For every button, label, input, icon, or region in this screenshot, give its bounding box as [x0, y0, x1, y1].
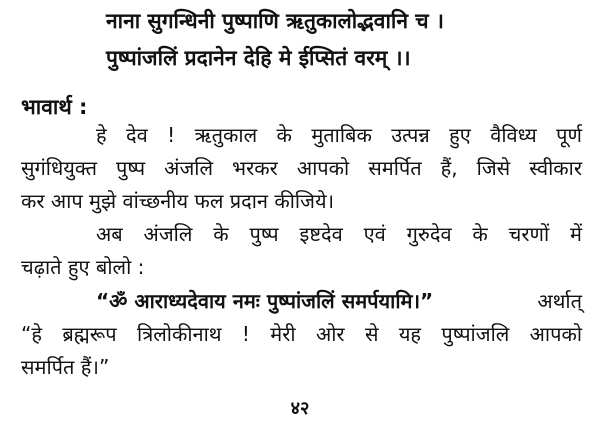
- section-heading: भावार्थ :: [21, 95, 88, 119]
- mantra-suffix: अर्थात्: [537, 289, 582, 313]
- verse-line-2: पुष्पांजलिं प्रदानेन देहि मे ईप्सितं वरम् ।।: [106, 46, 411, 70]
- paragraph-2-line-2: चढ़ाते हुए बोलो :: [21, 255, 145, 279]
- meaning-line-2: समर्पित हैं।”: [21, 355, 110, 379]
- meaning-line-1: “हे ब्रह्मरूप त्रिलोकीनाथ ! मेरी ओर से यह पुष्पांजलि आपको: [21, 322, 582, 346]
- paragraph-1-line-3: कर आप मुझे वांच्छनीय फल प्रदान कीजिये।: [21, 189, 335, 213]
- paragraph-2-line-1: अब अंजलि के पुष्प इष्टदेव एवं गुरुदेव के चरणों में: [96, 222, 582, 246]
- page-number: ४२: [290, 398, 310, 419]
- mantra-line: [96, 288, 582, 314]
- paragraph-1-line-1: हे देव ! ऋतुकाल के मुताबिक उत्पन्न हुए वैविध्य पूर्ण: [96, 123, 582, 147]
- paragraph-1-line-2: सुगंधियुक्त पुष्प अंजलि भरकर आपको समर्पित हैं, जिसे स्वीकार: [21, 156, 582, 180]
- verse-line-1: नाना सुगन्धिनी पुष्पाणि ऋतुकालोद्भवानि च ।: [106, 9, 444, 33]
- mantra-text: “ॐ आराध्यदेवाय नमः पुष्पांजलिं समर्पयामि।”: [96, 289, 434, 313]
